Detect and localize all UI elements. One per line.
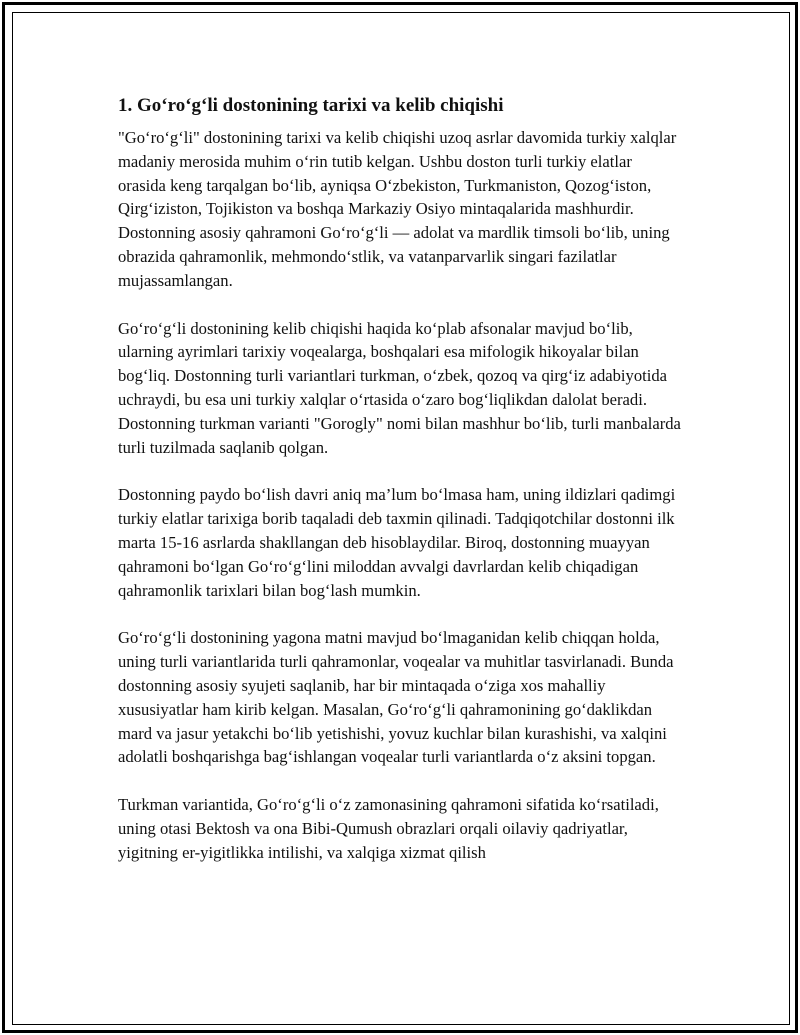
paragraph-2: Go‘ro‘g‘li dostonining kelib chiqishi haqida ko‘plab afsonalar mavjud bo‘lib, ularning ayrimlari tarixiy voqealarga, boshqalari esa mifologik hikoyalar bilan bog‘liq. Dostonning turli variantlari turkman, o‘zbek, qozoq va qirg‘iz adabiyotida uchraydi, bu esa uni turkiy xalqlar o‘rtasida o‘zaro bog‘liqlikdan dalolat beradi. Dostonning turkman varianti "Gorogly" nomi bilan mashhur bo‘lib, turli manbalarda turli tuzilmada saqlanib qolgan. (118, 318, 681, 457)
document-body (118, 94, 683, 889)
paragraph-5: Turkman variantida, Go‘ro‘g‘li o‘z zamonasining qahramoni sifatida ko‘rsatiladi, uning otasi Bektosh va ona Bibi-Qumush obrazlari orqali oilaviy qadriyatlar, yigitning er-yigitlikka intilishi, va xalqiga xizmat qilish (118, 795, 659, 862)
paragraph-3: Dostonning paydo bo‘lish davri aniq ma’lum bo‘lmasa ham, uning ildizlari qadimgi turkiy elatlar tarixiga borib taqaladi deb taxmin qilinadi. Tadqiqotchilar dostonni ilk marta 15-16 asrlarda shakllangan deb hisoblaydilar. Biroq, dostonning muayyan qahramoni bo‘lgan Go‘ro‘g‘lini miloddan avvalgi davrlardan kelib chiqadigan qahramonlik tarixlari bilan bog‘lash mumkin. (118, 485, 676, 600)
paragraph-4: Go‘ro‘g‘li dostonining yagona matni mavjud bo‘lmaganidan kelib chiqqan holda, uning turli variantlarida turli qahramonlar, voqealar va muhitlar tasvirlanadi. Bunda dostonning asosiy syujeti saqlanib, har bir mintaqada o‘ziga xos mahalliy xususiyatlar ham kirib kelgan. Masalan, Go‘ro‘g‘li qahramonining go‘daklikdan mard va jasur yetakchi bo‘lib yetishishi, yovuz kuchlar bilan kurashishi, va xalqini adolatli boshqarishga bag‘ishlangan voqealar turli variantlarda o‘z aksini topgan. (118, 628, 674, 767)
section-heading: 1. Go‘ro‘g‘li dostonining tarixi va kelib chiqishi (118, 95, 504, 116)
paragraph-1: "Go‘ro‘g‘li" dostonining tarixi va kelib chiqishi uzoq asrlar davomida turkiy xalqlar madaniy merosida muhim o‘rin tutib kelgan. Ushbu doston turli turkiy elatlar orasida keng tarqalgan bo‘lib, ayniqsa O‘zbekiston, Turkmaniston, Qozog‘iston, Qirg‘iziston, Tojikiston va boshqa Markaziy Osiyo mintaqalarida mashhurdir. Dostonning asosiy qahramoni Go‘ro‘g‘li — adolat va mardlik timsoli bo‘lib, uning obrazida qahramonlik, mehmondo‘stlik, va vatanparvarlik singari fazilatlar mujassamlangan. (118, 128, 677, 290)
